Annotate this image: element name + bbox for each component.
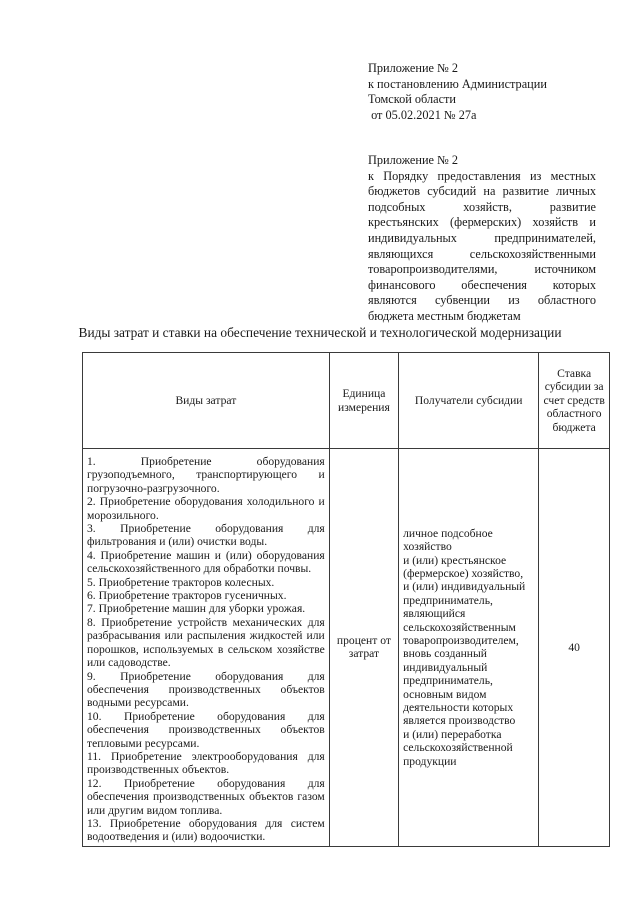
appendix-header-line: Томской области: [368, 92, 456, 107]
appendix-header-line: к постановлению Администрации: [368, 76, 547, 91]
header-unit: Единица измерения: [329, 353, 398, 449]
cost-item: 5. Приобретение тракторов колесных.: [87, 575, 275, 589]
recipients-line: и (или) переработка: [403, 727, 502, 741]
recipients-line: предприниматель,: [403, 674, 493, 688]
cost-item: 3. Приобретение оборудования для фильтрования и (или) очистки воды.: [87, 522, 325, 549]
recipients-cell: [399, 449, 539, 847]
cost-item: 7. Приобретение машин для уборки урожая.: [87, 602, 306, 616]
costs-table: [82, 352, 610, 847]
cost-item: 1. Приобретение оборудования грузоподъемного, транспортирующего и погрузочно-разгрузочного.: [87, 455, 325, 495]
recipients-line: и (или) индивидуальный: [403, 580, 526, 594]
unit-cell: процент от затрат: [329, 449, 398, 847]
recipients-line: личное подсобное: [403, 526, 493, 540]
cost-item: 2. Приобретение оборудования холодильного и морозильного.: [87, 495, 325, 522]
recipients-line: (фермерское) хозяйство,: [403, 566, 524, 580]
header-recipients: Получатели субсидии: [399, 353, 539, 449]
table-header-row: [83, 353, 610, 449]
recipients-line: являющийся: [403, 607, 466, 621]
cost-item: 6. Приобретение тракторов гусеничных.: [87, 589, 287, 603]
appendix-header-line: от 05.02.2021 № 27а: [368, 107, 477, 122]
recipients-line: является производство: [403, 714, 516, 728]
recipients-line: основным видом: [403, 687, 487, 701]
cost-item: 11. Приобретение электрооборудования для производственных объектов.: [87, 749, 325, 777]
cost-item: 8. Приобретение устройств механических для разбрасывания или распыления жидкостей или порошков, используемых в сельском хозяйстве или садоводстве.: [87, 615, 325, 670]
recipients-line: индивидуальный: [403, 660, 488, 674]
appendix-procedure-text: к Порядку предоставления из местных бюджетов субсидий на развитие личных подсобных хозяйств, развитие крестьянских (фермерских) хозяйств и индивидуальных предпринимателей, являющихся сельскохозяйственными товаропроизводителями, источником финансового обеспечения которых являются субвенции из областного бюджета местным бюджетам: [368, 168, 596, 323]
appendix-procedure-block: [368, 153, 596, 325]
appendix-header-line: Приложение № 2: [368, 61, 459, 75]
cost-item: 9. Приобретение оборудования для обеспечения производственных объектов водными ресурсами.: [87, 669, 325, 710]
header-rate: Ставка субсидии за счет средств областного бюджета: [539, 353, 610, 449]
recipients-line: сельскохозяйственной: [403, 741, 513, 755]
recipients-line: и (или) крестьянское: [403, 553, 507, 567]
page-heading: Виды затрат и ставки на обеспечение технической и технологической модернизации: [78, 325, 562, 340]
cost-items-cell: [83, 449, 330, 847]
recipients-line: продукции: [403, 754, 457, 768]
table-row: [83, 449, 610, 847]
recipients-line: деятельности которых: [403, 701, 514, 715]
recipients-line: вновь созданный: [403, 647, 487, 661]
recipients-line: хозяйство: [403, 540, 452, 554]
recipients-line: предприниматель,: [403, 593, 493, 607]
cost-item: 13. Приобретение оборудования для систем водоотведения и (или) водоочистки.: [87, 816, 325, 844]
recipients-line: товаропроизводителем,: [403, 633, 519, 647]
cost-item: 4. Приобретение машин и (или) оборудования сельскохозяйственного для обработки почвы.: [87, 548, 325, 576]
cost-item: 12. Приобретение оборудования для обеспечения производственных объектов газом или другим видом топлива.: [87, 776, 325, 817]
recipients-line: сельскохозяйственным: [403, 620, 516, 634]
rate-cell: 40: [539, 449, 610, 847]
cost-item: 10. Приобретение оборудования для обеспечения производственных объектов тепловыми ресурсами.: [87, 709, 325, 750]
header-cost-kinds: Виды затрат: [83, 353, 330, 449]
appendix-header-block: [368, 61, 608, 123]
appendix-procedure-title: Приложение № 2: [368, 153, 459, 167]
